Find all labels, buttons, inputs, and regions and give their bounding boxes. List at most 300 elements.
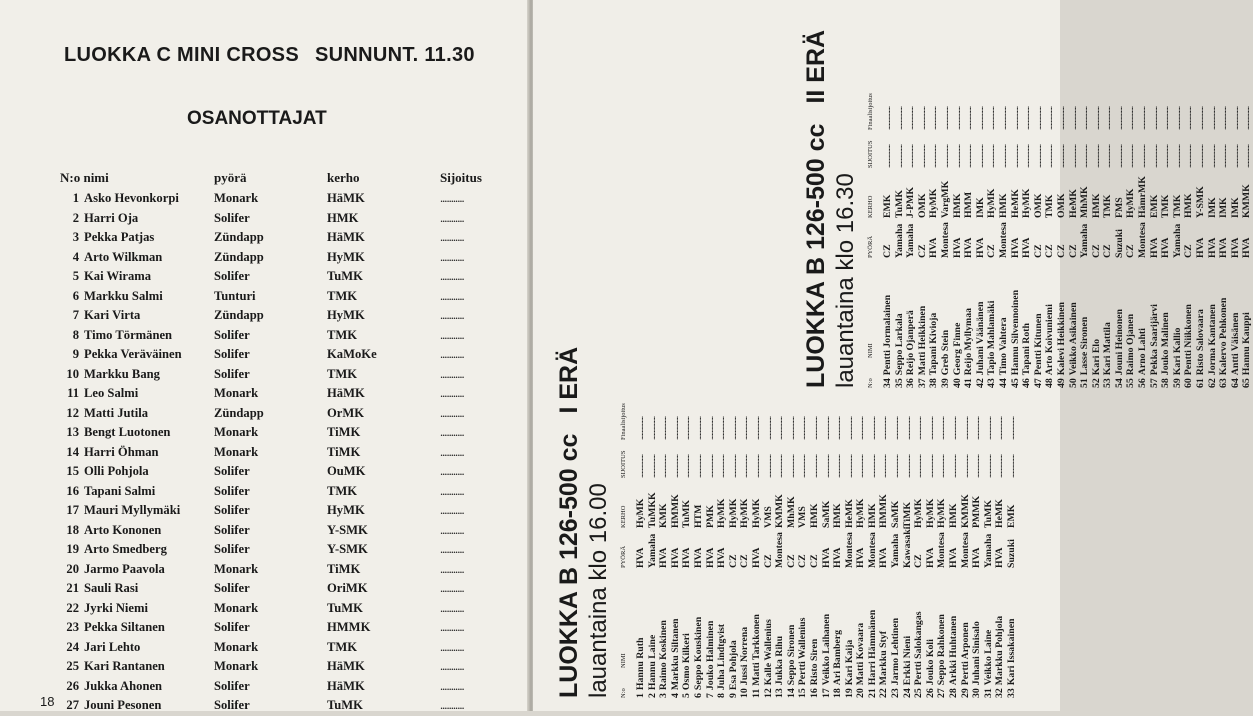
rider-number: 55 (1125, 378, 1137, 388)
rider-bike: Suzuki (1113, 229, 1125, 258)
participants-list (0, 189, 529, 716)
final-placing-blank: ................ (1006, 416, 1017, 440)
rider-club: HMK (808, 503, 820, 528)
participant-club: TiMK (327, 425, 361, 439)
participant-club: HyMK (327, 503, 365, 517)
placing-blank: ................ (704, 454, 716, 478)
final-placing-blank: ................ (797, 416, 809, 440)
final-placing-blank: ................ (936, 416, 948, 440)
participant-number: 15 (66, 464, 79, 478)
table-row (882, 0, 894, 388)
rider-club: IMK (1229, 197, 1241, 218)
rider-number: 6 (692, 693, 704, 698)
participant-bike: Solifer (214, 366, 250, 381)
final-placing-blank: ................ (739, 416, 751, 440)
placing-blank: ................ (762, 454, 774, 478)
rider-name: Seppo Rahkonen (936, 614, 948, 686)
heat-two-col-club: KERHO (867, 195, 874, 218)
final-placing-blank: ................ (939, 106, 951, 130)
placing-blank: ................ (959, 454, 971, 478)
rider-number: 65 (1241, 378, 1253, 388)
heat-one-time: lauantaina klo 16.00 (585, 483, 612, 698)
participant-no-name (63, 248, 162, 268)
placing-blank: ........... (440, 308, 464, 322)
participant-club: OrMK (327, 405, 365, 420)
rider-club: TMK (1102, 194, 1114, 218)
rider-no-name (940, 330, 952, 388)
rider-bike: Yamaha (1171, 223, 1183, 258)
rider-no-name (1021, 323, 1033, 388)
participant-number: 9 (72, 347, 79, 361)
placing-blank: ................ (1241, 144, 1253, 168)
final-placing-blank: ................ (1229, 106, 1241, 130)
rider-number: 49 (1055, 378, 1067, 388)
rider-number: 64 (1229, 378, 1241, 388)
participant-name: Jarmo Paavola (84, 561, 165, 576)
rider-name: Timo Vahtera (997, 317, 1009, 376)
table-row (0, 248, 529, 268)
placing-blank: ................ (1102, 144, 1114, 168)
table-row (1044, 0, 1056, 388)
rider-club: VargMK (939, 180, 951, 218)
heat-two-time: lauantaina klo 16.30 (832, 173, 859, 388)
class-title: LUOKKA C MINI CROSS (64, 44, 299, 66)
rider-no-name (1033, 313, 1045, 388)
placing-blank: ................ (692, 454, 704, 478)
rider-no-name (1207, 304, 1219, 388)
rider-number: 35 (893, 378, 905, 388)
final-placing-blank: ................ (1125, 106, 1137, 130)
placing-blank: ................ (739, 454, 751, 478)
rider-number: 24 (901, 688, 913, 698)
rider-no-name (809, 639, 821, 698)
placing-blank: ................ (1113, 144, 1125, 168)
rider-club: HyMK (913, 498, 925, 528)
final-placing-blank: ................ (893, 106, 905, 130)
placing-blank: ................ (1006, 454, 1017, 478)
rider-name: Pentti Niikkonen (1183, 304, 1195, 376)
rider-number: 58 (1160, 378, 1172, 388)
rider-number: 3 (658, 693, 670, 698)
placing-blank: ................ (1218, 144, 1230, 168)
placing-blank: ................ (939, 144, 951, 168)
table-row (0, 618, 529, 638)
participant-name: Jyrki Niemi (84, 600, 149, 615)
final-placing-blank: ................ (1079, 106, 1091, 130)
table-row (1102, 0, 1114, 388)
participant-bike: Zündapp (214, 230, 264, 244)
participant-no-name (63, 345, 182, 365)
placing-blank: ................ (1160, 144, 1172, 168)
table-row (681, 8, 693, 698)
rider-club: TuMKK (646, 492, 658, 528)
participant-no-name (63, 267, 151, 287)
rider-no-name (786, 625, 798, 698)
final-placing-blank: ................ (866, 416, 878, 440)
rider-number: 47 (1032, 378, 1044, 388)
participant-club: HyMK (327, 308, 365, 322)
participant-no-name (63, 482, 155, 502)
final-placing-blank: ................ (974, 106, 986, 130)
final-placing-blank: ................ (1021, 106, 1033, 130)
final-placing-blank: ................ (1137, 106, 1149, 130)
placing-blank: ................ (913, 454, 925, 478)
rider-name: Arto Koivuniemi (1044, 304, 1056, 376)
participant-bike: Monark (214, 600, 259, 615)
rider-club: TuMK (893, 190, 905, 218)
rider-number: 27 (936, 688, 948, 698)
participant-number: 11 (67, 386, 79, 400)
rider-name: Juha Lindtgvist (716, 623, 728, 691)
rider-name: Jukka Rihu (774, 635, 786, 686)
rider-no-name (1006, 619, 1018, 699)
rider-no-name (797, 618, 809, 698)
rider-name: Jouni Heinonen (1113, 309, 1125, 376)
participant-number: 18 (66, 522, 79, 537)
rider-number: 1 (635, 693, 646, 698)
placing-blank: ................ (997, 144, 1009, 168)
rider-club: PMMK (971, 495, 983, 528)
heat-one-columns (617, 8, 631, 698)
placing-blank: ................ (669, 454, 681, 478)
table-row (1195, 0, 1207, 388)
participant-no-name (63, 423, 170, 443)
rider-number: 63 (1218, 378, 1230, 388)
participant-name: Harri Oja (84, 210, 139, 225)
participant-bike: Zündapp (214, 405, 264, 420)
heat-two-col-name: NIMI (867, 343, 874, 358)
rider-bike: CZ (1055, 244, 1067, 258)
rider-bike: Yamaha (982, 533, 994, 568)
rider-club: TiMK (901, 502, 913, 528)
rider-name: Raimo Ojanen (1125, 313, 1137, 376)
rider-club: VMS (797, 506, 809, 528)
participant-name: Kari Virta (84, 308, 141, 322)
rider-bike: HVA (994, 547, 1006, 568)
table-row (0, 540, 529, 560)
rider-name: Seppo Larkala (893, 313, 905, 376)
participant-name: Arto Smedberg (84, 542, 167, 556)
rider-no-name (975, 302, 987, 388)
rider-no-name (1125, 314, 1137, 388)
rider-club: J-PMK (905, 186, 917, 218)
rider-name: Risto Siren (808, 638, 820, 686)
rider-no-name (1218, 298, 1230, 388)
final-placing-blank: ................ (716, 416, 728, 440)
table-row (1218, 0, 1230, 388)
table-row (940, 0, 952, 388)
heat-two-columns (864, 0, 878, 388)
rider-no-name (658, 620, 670, 698)
table-row (716, 8, 728, 698)
rider-name: Kalle Wallenius (762, 619, 774, 686)
rider-club: MhMK (785, 496, 797, 528)
table-row (1091, 0, 1103, 388)
placing-blank: ................ (1079, 144, 1091, 168)
participant-club: HMMK (327, 620, 371, 634)
rider-name: Matti Heikkinen (916, 305, 928, 376)
placing-blank: ................ (974, 144, 986, 168)
heat-one-title (555, 8, 583, 698)
heat-one-col-no: N:o (620, 688, 627, 698)
participant-name: Olli Pohjola (84, 464, 149, 478)
placing-blank: ................ (878, 454, 890, 478)
rider-number: 34 (882, 378, 893, 388)
final-placing-blank: ................ (1195, 106, 1207, 130)
participant-bike: Monark (214, 444, 259, 459)
rider-club: TMK (1160, 194, 1172, 218)
rider-bike: Montesa (939, 222, 951, 258)
rider-no-name (716, 624, 728, 698)
placing-blank: ................ (924, 454, 936, 478)
placing-blank: ........... (440, 522, 464, 537)
rider-name: Pertti Salokangas (913, 611, 925, 686)
rider-bike: HVA (681, 547, 693, 568)
table-row (905, 0, 917, 388)
rider-club: HMMK (878, 494, 890, 528)
placing-blank: ........... (440, 386, 464, 400)
participant-club: HäMK (327, 191, 365, 205)
rider-no-name (902, 636, 914, 698)
participant-number: 1 (72, 191, 79, 205)
rider-name: Raimo Koskinen (658, 620, 670, 691)
rider-no-name (890, 618, 902, 698)
heat-two-label: II ERÄ (802, 29, 830, 104)
placing-blank: ................ (1090, 144, 1102, 168)
rider-no-name (867, 610, 879, 698)
final-placing-blank: ................ (727, 416, 739, 440)
placing-blank: ................ (893, 144, 905, 168)
rider-no-name (728, 640, 740, 698)
placing-blank: ........... (440, 249, 464, 264)
rider-no-name (952, 323, 964, 388)
final-placing-blank: ................ (843, 416, 855, 440)
rider-name: Kari Kaija (843, 639, 855, 686)
heat-two-col-placing: SIJOITUS (867, 140, 874, 168)
placing-blank: ........... (440, 230, 464, 244)
rider-bike: Yamaha (646, 533, 658, 568)
rider-bike: CZ (739, 554, 751, 568)
placing-blank: ................ (1125, 144, 1137, 168)
rider-bike: HVA (974, 237, 986, 258)
rider-name: Jussi Norrena (739, 626, 751, 686)
participant-name: Harri Öhman (84, 444, 159, 459)
participant-name: Timo Törmänen (84, 327, 173, 342)
rider-no-name (705, 621, 717, 698)
rider-no-name (1160, 312, 1172, 388)
rider-no-name (948, 616, 960, 698)
participant-club: OuMK (327, 464, 366, 478)
table-row (658, 8, 670, 698)
rider-bike: HVA (855, 547, 867, 568)
rider-name: Ari Bamberg (832, 629, 844, 686)
participant-club: HäMK (327, 678, 365, 693)
table-row (0, 306, 529, 326)
placing-blank: ................ (1148, 144, 1160, 168)
participant-bike: Solifer (214, 678, 250, 693)
rider-club: HyMK (924, 498, 936, 528)
rider-club: IMK (974, 197, 986, 218)
participant-bike: Solifer (214, 620, 250, 634)
placing-blank: ................ (982, 454, 994, 478)
rider-name: Matti Kovaara (855, 622, 867, 686)
rider-club: HyMK (727, 498, 739, 528)
table-row (0, 345, 529, 365)
placing-blank: ................ (936, 454, 948, 478)
participant-club: KaMoKe (327, 347, 377, 361)
participant-club: TMK (327, 483, 358, 498)
rider-name: Tapio Mahlamäki (986, 300, 998, 376)
final-placing-blank: ................ (1032, 106, 1044, 130)
final-placing-blank: ................ (994, 416, 1006, 440)
participant-number: 12 (66, 405, 79, 420)
participant-bike: Solifer (214, 503, 250, 517)
participant-club: TMK (327, 327, 358, 342)
rider-club: OMK (1032, 193, 1044, 218)
heat-two-list (882, 0, 1253, 388)
table-row (1207, 0, 1219, 388)
final-placing-blank: ................ (997, 106, 1009, 130)
final-placing-blank: ................ (1206, 106, 1218, 130)
table-row (1183, 0, 1195, 388)
rider-club: HeMK (1009, 189, 1021, 218)
participant-bike: Solifer (214, 522, 250, 537)
placing-blank: ................ (901, 454, 913, 478)
placing-blank: ................ (1171, 144, 1183, 168)
participant-club: Y-SMK (327, 542, 368, 556)
rider-name: Hannu Laine (646, 634, 658, 691)
rider-name: Osmo Kilkeri (681, 633, 693, 691)
rider-bike: HVA (1229, 237, 1241, 258)
rider-number: 17 (820, 688, 832, 698)
rider-club: OMK (1055, 193, 1067, 218)
placing-blank: ........... (440, 561, 464, 576)
participant-number: 2 (72, 210, 79, 225)
participant-name: Matti Jutila (84, 405, 149, 420)
placing-blank: ................ (808, 454, 820, 478)
placing-blank: ................ (986, 144, 998, 168)
rider-bike: HVA (820, 547, 832, 568)
rider-number: 37 (916, 378, 928, 388)
final-placing-blank: ................ (855, 416, 867, 440)
table-row (647, 8, 659, 698)
participant-club: HäMK (327, 230, 365, 244)
rider-number: 30 (971, 688, 983, 698)
placing-blank: ................ (820, 454, 832, 478)
placing-blank: ................ (727, 454, 739, 478)
participant-club: TiMK (327, 444, 361, 459)
rider-number: 19 (843, 688, 855, 698)
rider-bike: HVA (1218, 237, 1230, 258)
participant-number: 4 (72, 249, 79, 264)
final-placing-blank: ................ (1171, 106, 1183, 130)
participant-no-name (63, 404, 148, 424)
participant-number: 8 (72, 327, 79, 342)
rider-no-name (963, 308, 975, 388)
table-row (1079, 0, 1091, 388)
rider-bike: CZ (1090, 244, 1102, 258)
rider-no-name (1230, 313, 1242, 389)
rider-name: Jouko Koli (924, 639, 936, 686)
table-row (786, 8, 798, 698)
rider-name: Markku Styf (878, 631, 890, 686)
rider-number: 29 (959, 688, 971, 698)
rider-name: Lasse Sironen (1079, 316, 1091, 376)
participant-club: TMK (327, 366, 358, 381)
rider-name: Jorma Kantanen (1206, 304, 1218, 376)
rider-name: Kari Mattila (1102, 322, 1114, 376)
placing-blank: ........... (440, 620, 464, 634)
participant-bike: Solifer (214, 698, 250, 712)
rider-no-name (693, 617, 705, 698)
table-row (693, 8, 705, 698)
rider-bike: Montesa (774, 532, 786, 568)
rider-no-name (928, 313, 940, 388)
placing-blank: ................ (1009, 144, 1021, 168)
rider-club: TuMK (982, 500, 994, 528)
placing-blank: ................ (963, 144, 975, 168)
placing-blank: ................ (1183, 144, 1195, 168)
rider-number: 48 (1044, 378, 1056, 388)
rider-number: 20 (855, 688, 867, 698)
placing-blank: ................ (1195, 144, 1207, 168)
final-placing-blank: ................ (948, 416, 960, 440)
heat-one-col-club: KERHO (620, 505, 627, 528)
rider-club: TMK (1171, 194, 1183, 218)
final-placing-blank: ................ (1009, 106, 1021, 130)
participant-name: Asko Hevonkorpi (84, 191, 179, 205)
participant-number: 16 (66, 483, 79, 498)
participant-club: Y-SMK (327, 522, 368, 537)
table-row (0, 189, 529, 209)
column-header-placing: Sijoitus (440, 170, 482, 185)
rider-bike: HVA (1160, 237, 1172, 258)
rider-no-name (936, 614, 948, 698)
final-placing-blank: ................ (963, 106, 975, 130)
participant-no-name (63, 189, 179, 209)
participant-club: HäMK (327, 386, 365, 400)
rider-number: 12 (762, 688, 774, 698)
placing-blank: ................ (774, 454, 786, 478)
final-placing-blank: ................ (750, 416, 762, 440)
placing-blank: ........... (440, 269, 464, 283)
heat-one-col-name: NIMI (620, 653, 627, 668)
rider-club: EMK (882, 194, 893, 218)
rider-no-name (1091, 339, 1103, 388)
rider-number: 42 (974, 378, 986, 388)
rider-number: 50 (1067, 378, 1079, 388)
rider-name: Pentti Jormalainen (882, 294, 893, 376)
rider-number: 9 (727, 693, 739, 698)
final-placing-blank: ................ (1090, 106, 1102, 130)
final-placing-blank: ................ (1218, 106, 1230, 130)
rider-bike: Montesa (997, 222, 1009, 258)
participant-club: TuMK (327, 600, 363, 615)
placing-blank: ................ (1206, 144, 1218, 168)
rider-club: HMK (951, 193, 963, 218)
table-row (0, 326, 529, 346)
table-row (728, 8, 740, 698)
participant-number: 20 (66, 561, 79, 576)
table-row (0, 228, 529, 248)
rider-number: 41 (963, 378, 975, 388)
table-row (1125, 0, 1137, 388)
table-row (0, 560, 529, 580)
final-placing-blank: ................ (928, 106, 940, 130)
participant-number: 10 (66, 366, 79, 381)
placing-blank: ................ (855, 454, 867, 478)
participant-number: 3 (72, 230, 79, 244)
